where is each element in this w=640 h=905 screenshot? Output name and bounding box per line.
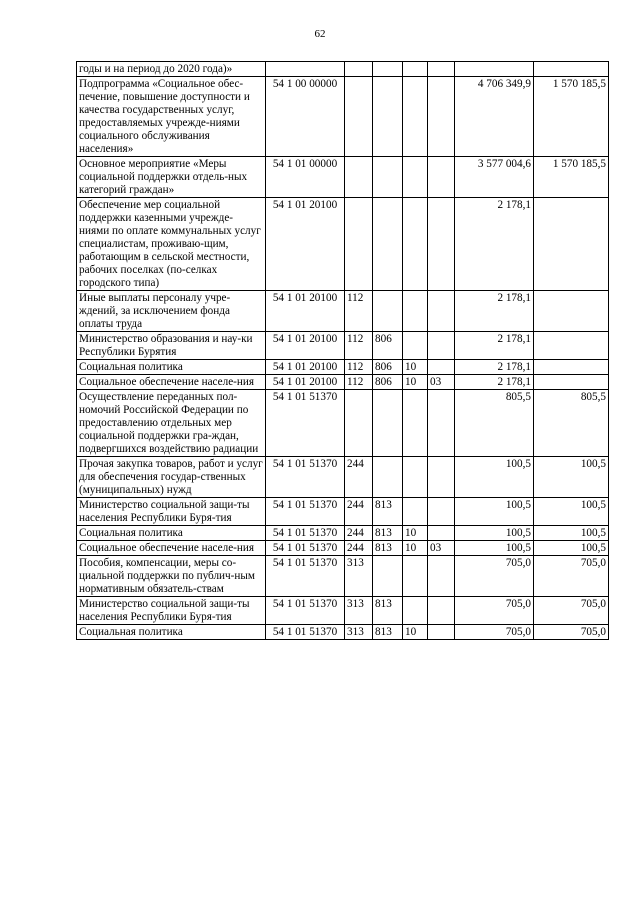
federal-amount-cell	[534, 291, 609, 332]
federal-amount-cell: 1 570 185,5	[534, 77, 609, 157]
section-cell	[403, 556, 428, 597]
amount-cell: 100,5	[455, 498, 534, 526]
amount-cell: 100,5	[455, 457, 534, 498]
table-row	[77, 457, 609, 498]
subsection-cell	[428, 198, 455, 291]
expense-type-cell: 244	[345, 498, 373, 526]
target-code-cell: 54 1 01 00000	[266, 157, 345, 198]
row-name-cell: Министерство социальной защи-ты населения Республики Буря-тия	[77, 498, 266, 526]
section-cell	[403, 62, 428, 77]
federal-amount-cell: 100,5	[534, 498, 609, 526]
section-cell: 10	[403, 360, 428, 375]
subsection-cell	[428, 597, 455, 625]
amount-cell: 705,0	[455, 597, 534, 625]
expense-type-cell: 112	[345, 291, 373, 332]
section-cell	[403, 498, 428, 526]
federal-amount-cell	[534, 360, 609, 375]
table-row	[77, 375, 609, 390]
section-cell	[403, 457, 428, 498]
federal-amount-cell	[534, 332, 609, 360]
table-row	[77, 597, 609, 625]
subsection-cell	[428, 625, 455, 640]
budget-table	[76, 61, 609, 640]
federal-amount-cell	[534, 198, 609, 291]
federal-amount-cell: 100,5	[534, 541, 609, 556]
target-code-cell: 54 1 01 51370	[266, 556, 345, 597]
subsection-cell	[428, 157, 455, 198]
amount-cell: 705,0	[455, 556, 534, 597]
federal-amount-cell: 705,0	[534, 556, 609, 597]
ministry-code-cell	[373, 390, 403, 457]
table-row	[77, 625, 609, 640]
target-code-cell: 54 1 01 20100	[266, 375, 345, 390]
federal-amount-cell: 1 570 185,5	[534, 157, 609, 198]
ministry-code-cell: 813	[373, 498, 403, 526]
subsection-cell	[428, 556, 455, 597]
section-cell	[403, 332, 428, 360]
ministry-code-cell	[373, 62, 403, 77]
target-code-cell: 54 1 01 51370	[266, 526, 345, 541]
table-row	[77, 541, 609, 556]
target-code-cell: 54 1 01 51370	[266, 597, 345, 625]
section-cell	[403, 291, 428, 332]
ministry-code-cell: 806	[373, 360, 403, 375]
expense-type-cell: 244	[345, 541, 373, 556]
amount-cell	[455, 62, 534, 77]
row-name-cell: Пособия, компенсации, меры со-циальной поддержки по публич-ным нормативным обязатель-ствам	[77, 556, 266, 597]
row-name-cell: Социальное обеспечение населе-ния	[77, 375, 266, 390]
target-code-cell: 54 1 01 51370	[266, 390, 345, 457]
table-row	[77, 157, 609, 198]
subsection-cell: 03	[428, 541, 455, 556]
expense-type-cell	[345, 390, 373, 457]
table-row	[77, 62, 609, 77]
section-cell	[403, 77, 428, 157]
subsection-cell	[428, 457, 455, 498]
federal-amount-cell: 100,5	[534, 457, 609, 498]
section-cell: 10	[403, 541, 428, 556]
target-code-cell: 54 1 01 20100	[266, 360, 345, 375]
table-row	[77, 291, 609, 332]
expense-type-cell	[345, 62, 373, 77]
target-code-cell	[266, 62, 345, 77]
table-row	[77, 498, 609, 526]
section-cell	[403, 198, 428, 291]
expense-type-cell	[345, 157, 373, 198]
amount-cell: 4 706 349,9	[455, 77, 534, 157]
table-row	[77, 526, 609, 541]
expense-type-cell: 244	[345, 526, 373, 541]
row-name-cell: Социальная политика	[77, 625, 266, 640]
row-name-cell: Социальная политика	[77, 526, 266, 541]
page-number: 62	[314, 28, 326, 40]
ministry-code-cell	[373, 457, 403, 498]
subsection-cell: 03	[428, 375, 455, 390]
amount-cell: 100,5	[455, 526, 534, 541]
table-row	[77, 390, 609, 457]
ministry-code-cell: 813	[373, 541, 403, 556]
amount-cell: 705,0	[455, 625, 534, 640]
federal-amount-cell: 805,5	[534, 390, 609, 457]
target-code-cell: 54 1 01 20100	[266, 332, 345, 360]
amount-cell: 2 178,1	[455, 198, 534, 291]
row-name-cell: Подпрограмма «Социальное обес-печение, повышение доступности и качества государственных услуг, предоставляемых учрежде-ниями социального обслуживания населения»	[77, 77, 266, 157]
row-name-cell: Осуществление переданных пол-номочий Российской Федерации по предоставлению отдельных мер социальной поддержки гра-ждан, подвергшихся воздействию радиации	[77, 390, 266, 457]
row-name-cell: Социальное обеспечение населе-ния	[77, 541, 266, 556]
amount-cell: 3 577 004,6	[455, 157, 534, 198]
section-cell	[403, 157, 428, 198]
subsection-cell	[428, 360, 455, 375]
expense-type-cell: 244	[345, 457, 373, 498]
subsection-cell	[428, 291, 455, 332]
ministry-code-cell	[373, 198, 403, 291]
target-code-cell: 54 1 01 20100	[266, 291, 345, 332]
expense-type-cell: 313	[345, 556, 373, 597]
table-row	[77, 198, 609, 291]
ministry-code-cell	[373, 556, 403, 597]
section-cell	[403, 390, 428, 457]
ministry-code-cell: 813	[373, 526, 403, 541]
section-cell	[403, 597, 428, 625]
subsection-cell	[428, 498, 455, 526]
table-row	[77, 360, 609, 375]
table-row	[77, 77, 609, 157]
ministry-code-cell	[373, 291, 403, 332]
expense-type-cell: 313	[345, 625, 373, 640]
ministry-code-cell	[373, 157, 403, 198]
subsection-cell	[428, 526, 455, 541]
row-name-cell: Социальная политика	[77, 360, 266, 375]
row-name-cell: годы и на период до 2020 года)»	[77, 62, 266, 77]
target-code-cell: 54 1 01 51370	[266, 498, 345, 526]
expense-type-cell: 112	[345, 360, 373, 375]
row-name-cell: Иные выплаты персоналу учре-ждений, за исключением фонда оплаты труда	[77, 291, 266, 332]
federal-amount-cell: 705,0	[534, 625, 609, 640]
section-cell: 10	[403, 526, 428, 541]
ministry-code-cell	[373, 77, 403, 157]
amount-cell: 100,5	[455, 541, 534, 556]
row-name-cell: Министерство образования и нау-ки Республики Бурятия	[77, 332, 266, 360]
federal-amount-cell	[534, 62, 609, 77]
expense-type-cell: 112	[345, 375, 373, 390]
subsection-cell	[428, 390, 455, 457]
expense-type-cell	[345, 77, 373, 157]
expense-type-cell: 313	[345, 597, 373, 625]
target-code-cell: 54 1 01 51370	[266, 457, 345, 498]
ministry-code-cell: 813	[373, 625, 403, 640]
amount-cell: 2 178,1	[455, 291, 534, 332]
row-name-cell: Министерство социальной защи-ты населения Республики Буря-тия	[77, 597, 266, 625]
target-code-cell: 54 1 01 20100	[266, 198, 345, 291]
federal-amount-cell: 705,0	[534, 597, 609, 625]
row-name-cell: Прочая закупка товаров, работ и услуг для обеспечения государ-ственных (муниципальных) нужд	[77, 457, 266, 498]
section-cell: 10	[403, 625, 428, 640]
target-code-cell: 54 1 01 51370	[266, 541, 345, 556]
table-row	[77, 332, 609, 360]
subsection-cell	[428, 332, 455, 360]
row-name-cell: Основное мероприятие «Меры социальной поддержки отдель-ных категорий граждан»	[77, 157, 266, 198]
table-row	[77, 556, 609, 597]
expense-type-cell	[345, 198, 373, 291]
subsection-cell	[428, 62, 455, 77]
ministry-code-cell: 806	[373, 332, 403, 360]
row-name-cell: Обеспечение мер социальной поддержки казенными учрежде-ниями по оплате коммунальных услуг специалистам, проживаю-щим, работающим в сельской местности, рабочих поселках (по-селках городского типа)	[77, 198, 266, 291]
ministry-code-cell: 813	[373, 597, 403, 625]
federal-amount-cell: 100,5	[534, 526, 609, 541]
amount-cell: 2 178,1	[455, 332, 534, 360]
section-cell: 10	[403, 375, 428, 390]
target-code-cell: 54 1 01 51370	[266, 625, 345, 640]
ministry-code-cell: 806	[373, 375, 403, 390]
expense-type-cell: 112	[345, 332, 373, 360]
subsection-cell	[428, 77, 455, 157]
amount-cell: 805,5	[455, 390, 534, 457]
federal-amount-cell	[534, 375, 609, 390]
amount-cell: 2 178,1	[455, 360, 534, 375]
amount-cell: 2 178,1	[455, 375, 534, 390]
target-code-cell: 54 1 00 00000	[266, 77, 345, 157]
